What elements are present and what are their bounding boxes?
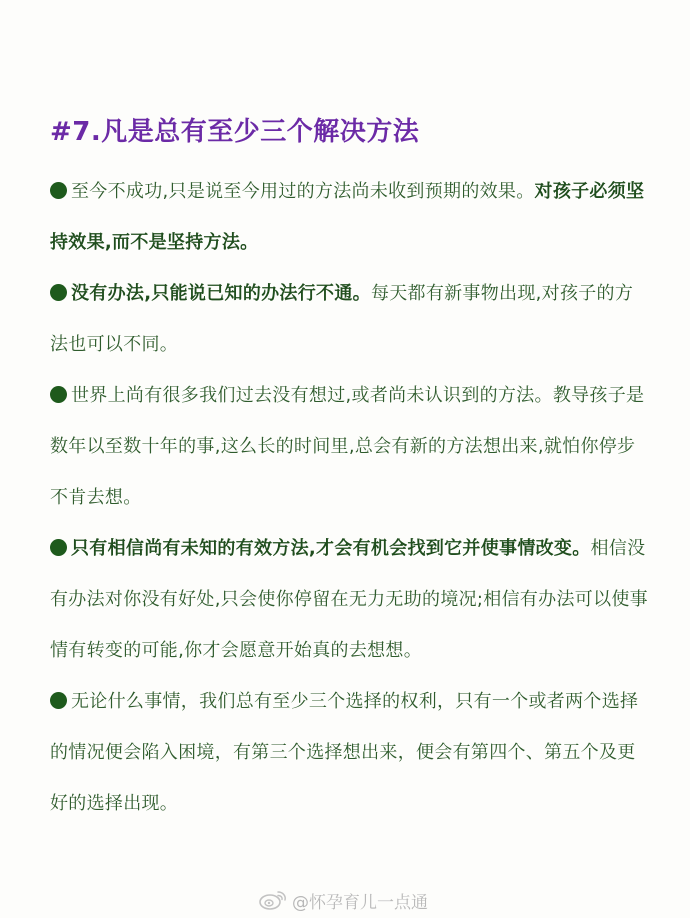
page-title: #7.凡是总有至少三个解决方法 xyxy=(50,117,420,147)
list-item xyxy=(50,676,650,829)
item-text: 无论什么事情，我们总有至少三个选择的权利，只有一个或者两个选择的情况便会陷入困境，有第三个选择想出来，便会有第四个、第五个及更好的选择出现。 xyxy=(50,691,639,814)
watermark-text: @怀孕育儿一点通 xyxy=(292,892,428,913)
list-item xyxy=(50,523,650,676)
item-bold-lead: 只有相信尚有未知的有效方法,才会有机会找到它并使事情改变。 xyxy=(71,538,591,559)
bullet-dot-icon xyxy=(50,182,67,199)
bullet-dot-icon xyxy=(50,692,67,709)
list-item xyxy=(50,370,650,523)
list-item xyxy=(50,166,650,268)
list-item xyxy=(50,268,650,370)
item-text: 相信没有办法对你没有好处,只会使你停留在无力无助的境况;相信有办法可以使事情有转变的可能,你才会愿意开始真的去想想。 xyxy=(50,538,648,661)
item-bold-tail: 对孩子必须坚持效果,而不是坚持方法。 xyxy=(50,181,645,253)
item-text: 世界上尚有很多我们过去没有想过,或者尚未认识到的方法。教导孩子是数年以至数十年的事,这么长的时间里,总会有新的方法想出来,就怕你停步不肯去想。 xyxy=(50,385,645,508)
bullet-list xyxy=(50,166,650,829)
item-text: 至今不成功,只是说至今用过的方法尚未收到预期的效果。 xyxy=(71,181,535,202)
item-text: 每天都有新事物出现,对孩子的方法也可以不同。 xyxy=(50,283,634,355)
watermark xyxy=(258,887,428,913)
bullet-dot-icon xyxy=(50,284,67,301)
bullet-dot-icon xyxy=(50,539,67,556)
weibo-icon xyxy=(258,889,288,911)
bullet-dot-icon xyxy=(50,386,67,403)
item-bold-lead: 没有办法,只能说已知的办法行不通。 xyxy=(71,283,371,304)
